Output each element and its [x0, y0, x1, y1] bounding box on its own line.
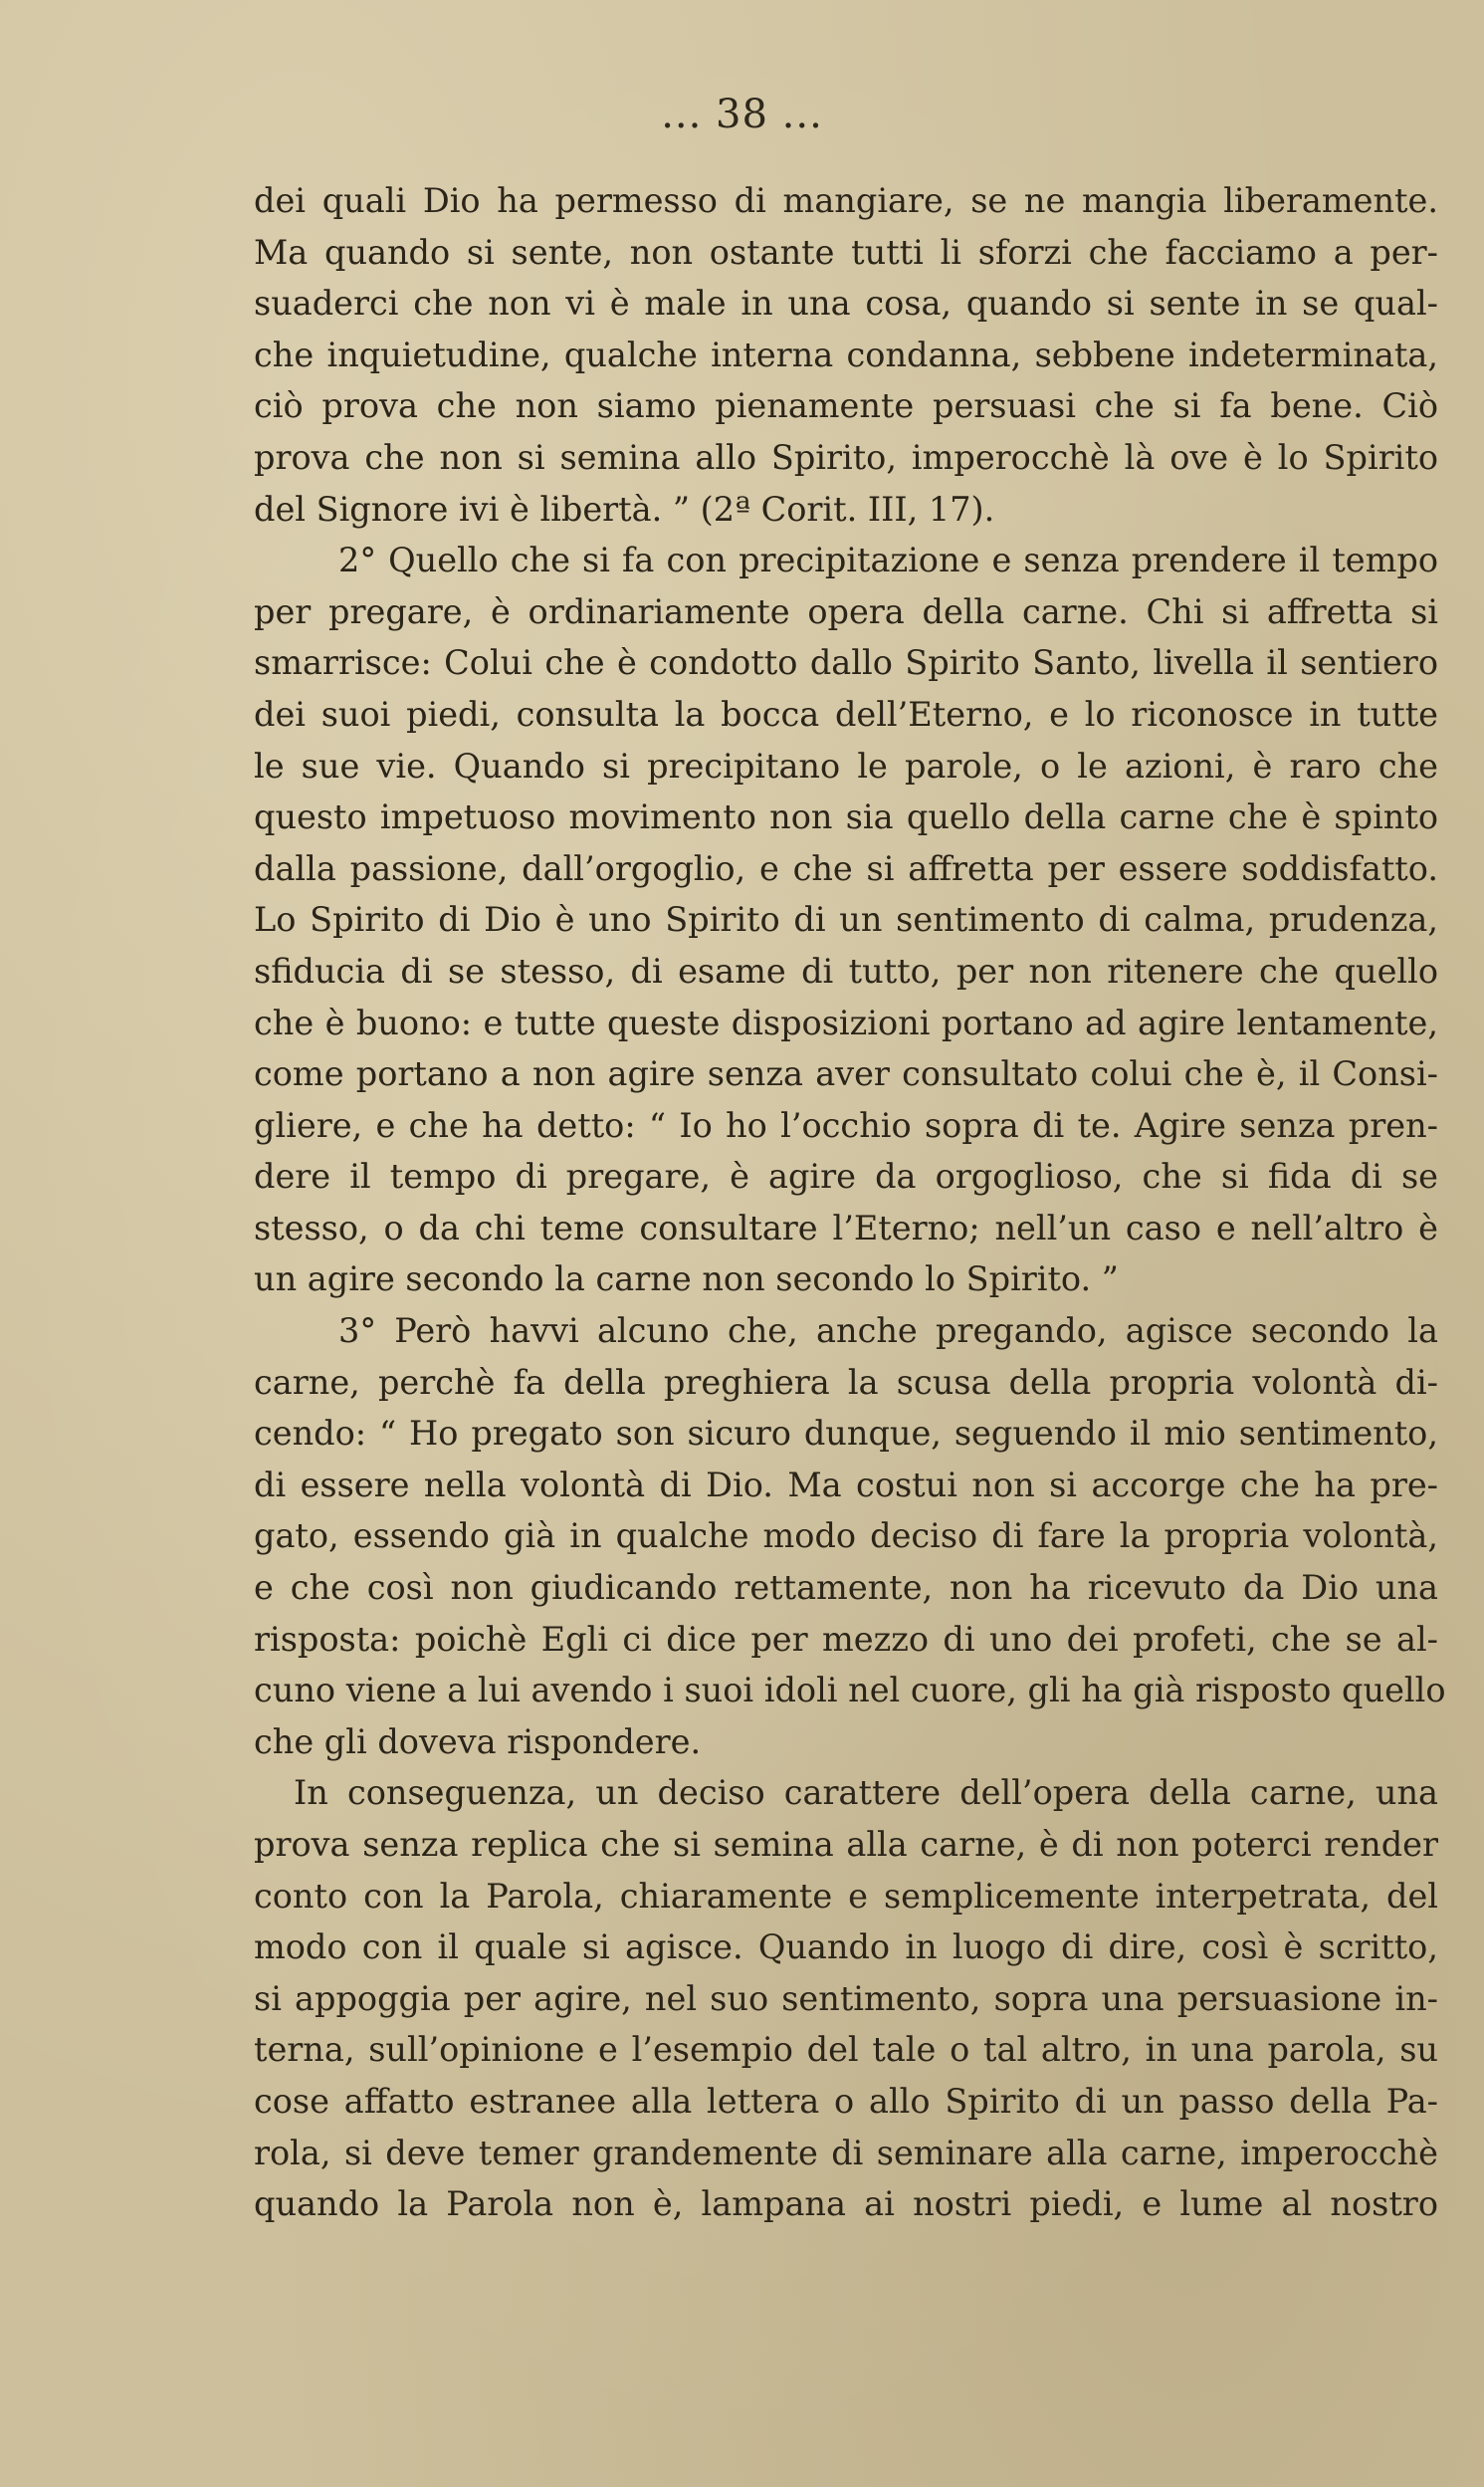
text-line: le sue vie. Quando si precipitano le parole, o le azioni, è raro che: [254, 746, 1438, 786]
text-line: per pregare, è ordinariamente opera della carne. Chi si affretta si: [254, 591, 1438, 631]
text-line: Ma quando si sente, non ostante tutti li sforzi che facciamo a per-: [254, 232, 1438, 272]
text-line: dalla passione, dall’orgoglio, e che si affretta per essere soddisfatto.: [254, 848, 1438, 888]
text-line: un agire secondo la carne non secondo lo Spirito. ”: [254, 1259, 1119, 1299]
text-line: si appoggia per agire, nel suo sentimento, sopra una persuasione in-: [254, 1978, 1438, 2018]
text-line: dei quali Dio ha permesso di mangiare, se ne mangia liberamente.: [254, 181, 1438, 220]
text-line: dei suoi piedi, consulta la bocca dell’Eterno, e lo riconosce in tutte: [254, 694, 1438, 734]
text-line: conto con la Parola, chiaramente e semplicemente interpetrata, del: [254, 1876, 1438, 1916]
text-line: cendo: “ Ho pregato son sicuro dunque, seguendo il mio sentimento,: [254, 1414, 1438, 1454]
text-line: prova che non si semina allo Spirito, imperocchè là ove è lo Spirito: [254, 437, 1438, 477]
text-line: che è buono: e tutte queste disposizioni portano ad agire lentamente,: [254, 1003, 1438, 1042]
text-line: quando la Parola non è, lampana ai nostri piedi, e lume al nostro: [254, 2184, 1438, 2224]
text-line: Lo Spirito di Dio è uno Spirito di un sentimento di calma, prudenza,: [254, 900, 1438, 940]
text-line: questo impetuoso movimento non sia quello della carne che è spinto: [254, 797, 1438, 837]
text-line: cose affatto estranee alla lettera o allo Spirito di un passo della Pa-: [254, 2081, 1438, 2121]
text-line: e che così non giudicando rettamente, non ha ricevuto da Dio una: [254, 1568, 1438, 1608]
text-line: 2° Quello che si fa con precipitazione e senza prendere il tempo: [338, 541, 1438, 580]
text-line: modo con il quale si agisce. Quando in luogo di dire, così è scritto,: [254, 1927, 1438, 1967]
text-line: ciò prova che non siamo pienamente persuasi che si fa bene. Ciò: [254, 386, 1438, 426]
text-line: gliere, e che ha detto: “ Io ho l’occhio sopra di te. Agire senza pren-: [254, 1105, 1438, 1145]
text-line: 3° Però havvi alcuno che, anche pregando, agisce secondo la: [338, 1311, 1438, 1351]
body-text: [254, 175, 1446, 2230]
text-line: di essere nella volontà di Dio. Ma costui non si accorge che ha pre-: [254, 1465, 1438, 1504]
text-line: dere il tempo di pregare, è agire da orgoglioso, che si fida di se: [254, 1157, 1438, 1197]
text-line: che inquietudine, qualche interna condanna, sebbene indeterminata,: [254, 335, 1438, 374]
text-line: stesso, o da chi teme consultare l’Eterno; nell’un caso e nell’altro è: [254, 1208, 1438, 1247]
page-number: ... 38 ...: [661, 92, 823, 137]
text-line: smarrisce: Colui che è condotto dallo Spirito Santo, livella il sentiero: [254, 643, 1438, 683]
text-line: risposta: poichè Egli ci dice per mezzo di uno dei profeti, che se al-: [254, 1619, 1438, 1659]
text-line: che gli doveva rispondere.: [254, 1721, 702, 1761]
text-line: terna, sull’opinione e l’esempio del tale o tal altro, in una parola, su: [254, 2030, 1438, 2070]
text-line: cuno viene a lui avendo i suoi idoli nel cuore, gli ha già risposto quello: [254, 1671, 1446, 1710]
text-line: rola, si deve temer grandemente di seminare alla carne, imperocchè: [254, 2133, 1438, 2172]
text-line: sfiducia di se stesso, di esame di tutto, per non ritenere che quello: [254, 951, 1438, 991]
text-line: del Signore ivi è libertà. ” (2ª Corit. III, 17).: [254, 489, 995, 529]
text-line: come portano a non agire senza aver consultato colui che è, il Consi-: [254, 1054, 1438, 1094]
text-line: gato, essendo già in qualche modo deciso di fare la propria volontà,: [254, 1516, 1438, 1556]
text-line: suaderci che non vi è male in una cosa, quando si sente in se qual-: [254, 284, 1438, 324]
text-line: prova senza replica che si semina alla carne, è di non poterci render: [254, 1825, 1438, 1864]
text-line: In conseguenza, un deciso carattere dell’opera della carne, una: [294, 1773, 1438, 1813]
text-line: carne, perchè fa della preghiera la scusa della propria volontà di-: [254, 1362, 1438, 1402]
